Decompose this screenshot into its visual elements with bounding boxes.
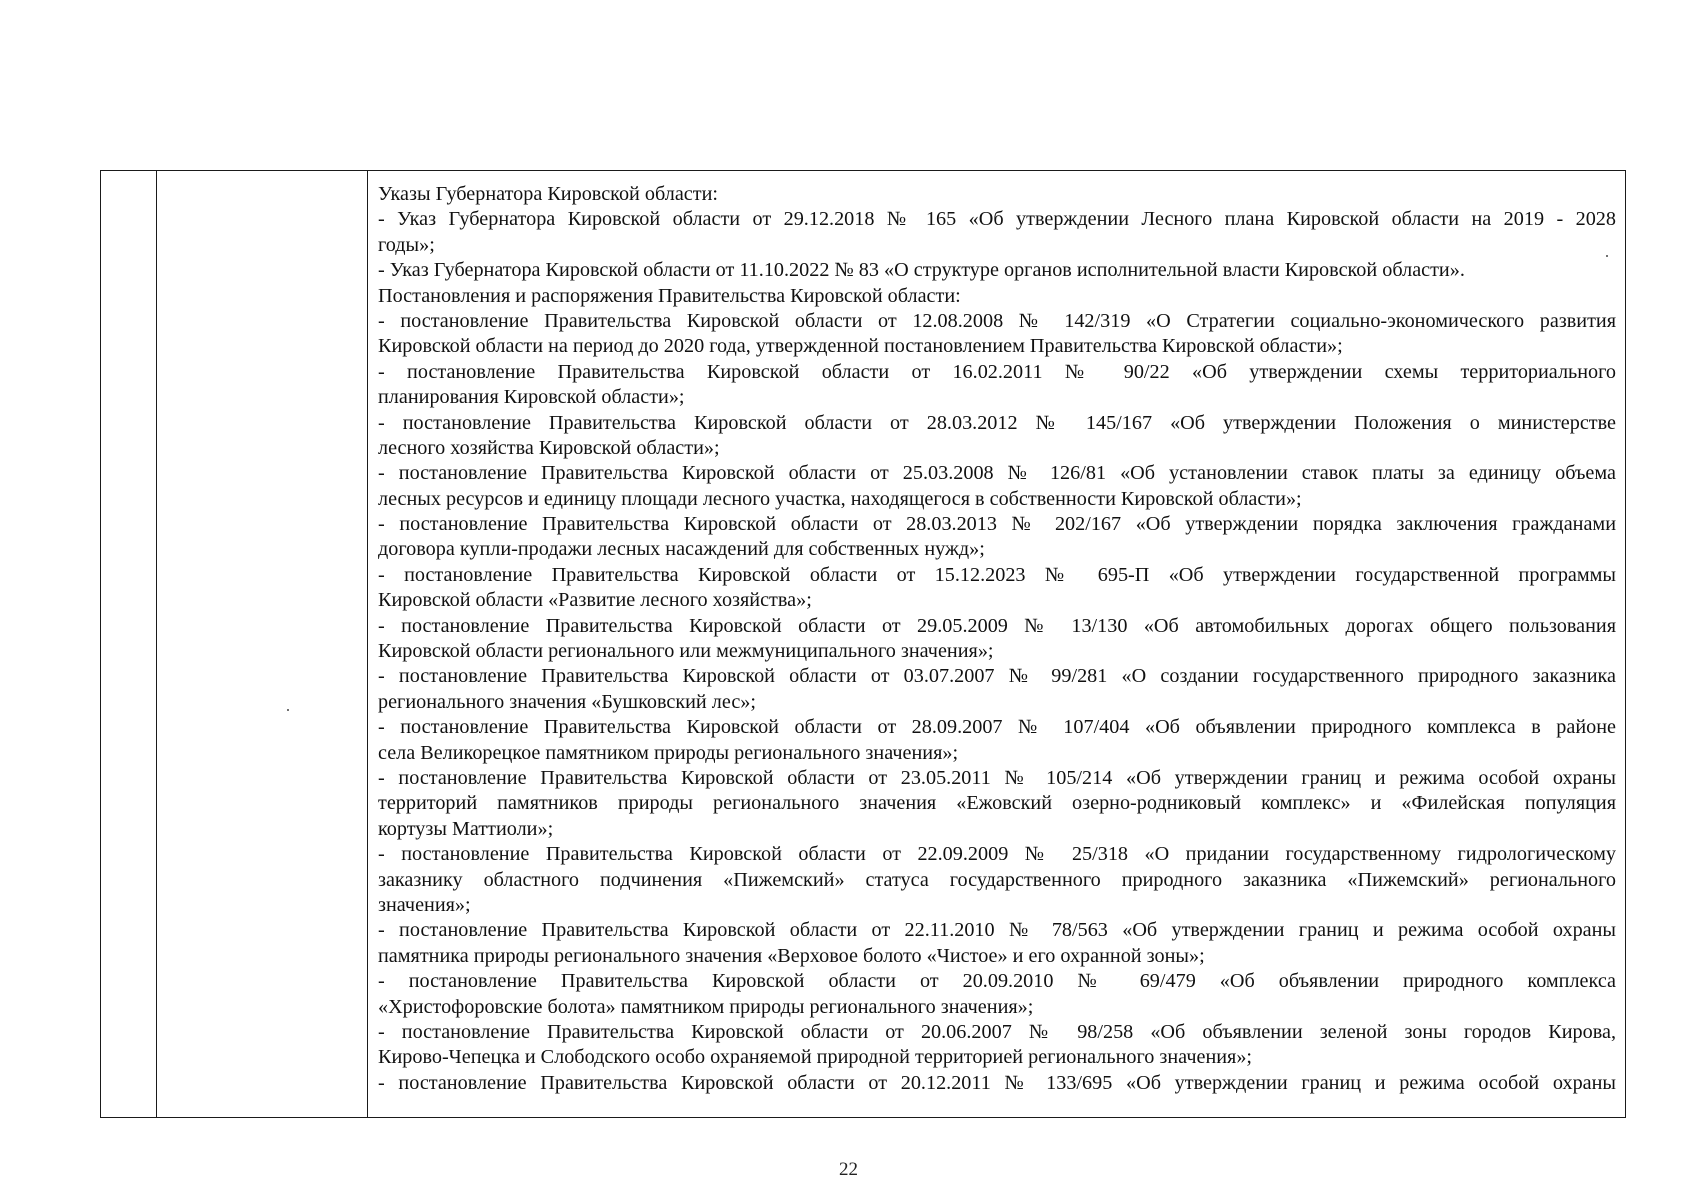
text-line: Кировской области на период до 2020 года, утвержденной постановлением Правительства Кировской области»; — [378, 335, 1343, 358]
table-column-number — [101, 171, 157, 1117]
text-line: территорий памятников природы регионального значения «Ежовский озерно-родниковый комплекс» и «Филейская популяция — [378, 792, 1616, 815]
text-line: - Указ Губернатора Кировской области от 11.10.2022 № 83 «О структуре органов исполнительной власти Кировской области». — [378, 259, 1465, 282]
document-table — [100, 170, 1626, 1118]
scan-artifact-dot — [287, 709, 289, 711]
text-line: - постановление Правительства Кировской области от 12.08.2008 № 142/319 «О Стратегии социально-экономического развития — [378, 309, 1616, 332]
text-line: - постановление Правительства Кировской области от 20.09.2010 № 69/479 «Об объявлении природного комплекса — [378, 970, 1616, 993]
text-line: договора купли-продажи лесных насаждений для собственных нужд»; — [378, 538, 985, 561]
text-line: - постановление Правительства Кировской области от 28.09.2007 № 107/404 «Об объявлении природного комплекса в районе — [378, 716, 1616, 739]
text-line: села Великорецкое памятником природы регионального значения»; — [378, 741, 959, 764]
text-line: - постановление Правительства Кировской области от 16.02.2011 № 90/22 «Об утверждении схемы территориального — [378, 360, 1616, 383]
text-line: - постановление Правительства Кировской области от 03.07.2007 № 99/281 «О создании государственного природного заказника — [378, 665, 1616, 688]
text-line: регионального значения «Бушковский лес»; — [378, 690, 756, 713]
text-line: - постановление Правительства Кировской области от 28.03.2013 № 202/167 «Об утверждении порядка заключения гражданами — [378, 513, 1616, 536]
text-line: памятника природы регионального значения «Верховое болото «Чистое» и его охранной зоны»; — [378, 944, 1205, 967]
text-line: - постановление Правительства Кировской области от 29.05.2009 № 13/130 «Об автомобильных дорогах общего пользования — [378, 614, 1616, 637]
text-line: - постановление Правительства Кировской области от 20.12.2011 № 133/695 «Об утверждении границ и режима особой охраны — [378, 1071, 1616, 1094]
table-column-name — [157, 171, 368, 1117]
text-line: планирования Кировской области»; — [378, 386, 685, 409]
text-line: - постановление Правительства Кировской области от 15.12.2023 № 695-П «Об утверждении государственной программы — [378, 563, 1616, 586]
text-line: заказнику областного подчинения «Пижемский» статуса государственного природного заказника «Пижемский» регионального — [378, 868, 1616, 891]
scan-artifact-dot — [1606, 255, 1608, 257]
text-line: Кировской области регионального или межмуниципального значения»; — [378, 640, 994, 663]
text-line: Кирово-Чепецка и Слободского особо охраняемой природной территорией регионального значения»; — [378, 1046, 1253, 1069]
table-column-legal-acts — [368, 171, 1625, 1117]
text-line: «Христофоровские болота» памятником природы регионального значения»; — [378, 995, 1034, 1018]
text-line: - постановление Правительства Кировской области от 22.09.2009 № 25/318 «О придании государственному гидрологическому — [378, 843, 1616, 866]
text-line: кортузы Маттиоли»; — [378, 817, 554, 840]
text-line: - постановление Правительства Кировской области от 23.05.2011 № 105/214 «Об утверждении границ и режима особой охраны — [378, 766, 1616, 789]
text-line: - постановление Правительства Кировской области от 22.11.2010 № 78/563 «Об утверждении границ и режима особой охраны — [378, 919, 1616, 942]
text-line: Кировской области «Развитие лесного хозяйства»; — [378, 589, 812, 612]
text-line: лесных ресурсов и единицу площади лесного участка, находящегося в собственности Кировской области»; — [378, 487, 1302, 510]
text-line: Постановления и распоряжения Правительства Кировской области: — [378, 284, 961, 307]
text-line: - постановление Правительства Кировской области от 20.06.2007 № 98/258 «Об объявлении зеленой зоны городов Кирова, — [378, 1020, 1616, 1043]
text-line: годы»; — [378, 233, 435, 256]
page-number: 22 — [839, 1159, 858, 1180]
text-line: - постановление Правительства Кировской области от 25.03.2008 № 126/81 «Об установлении ставок платы за единицу объема — [378, 462, 1616, 485]
text-line: - Указ Губернатора Кировской области от 29.12.2018 № 165 «Об утверждении Лесного плана Кировской области на 2019 - 2028 — [378, 208, 1616, 231]
text-line: - постановление Правительства Кировской области от 28.03.2012 № 145/167 «Об утверждении Положения о министерстве — [378, 411, 1616, 434]
text-line: Указы Губернатора Кировской области: — [378, 183, 718, 205]
text-line: лесного хозяйства Кировской области»; — [378, 436, 720, 459]
text-line: значения»; — [378, 893, 471, 916]
